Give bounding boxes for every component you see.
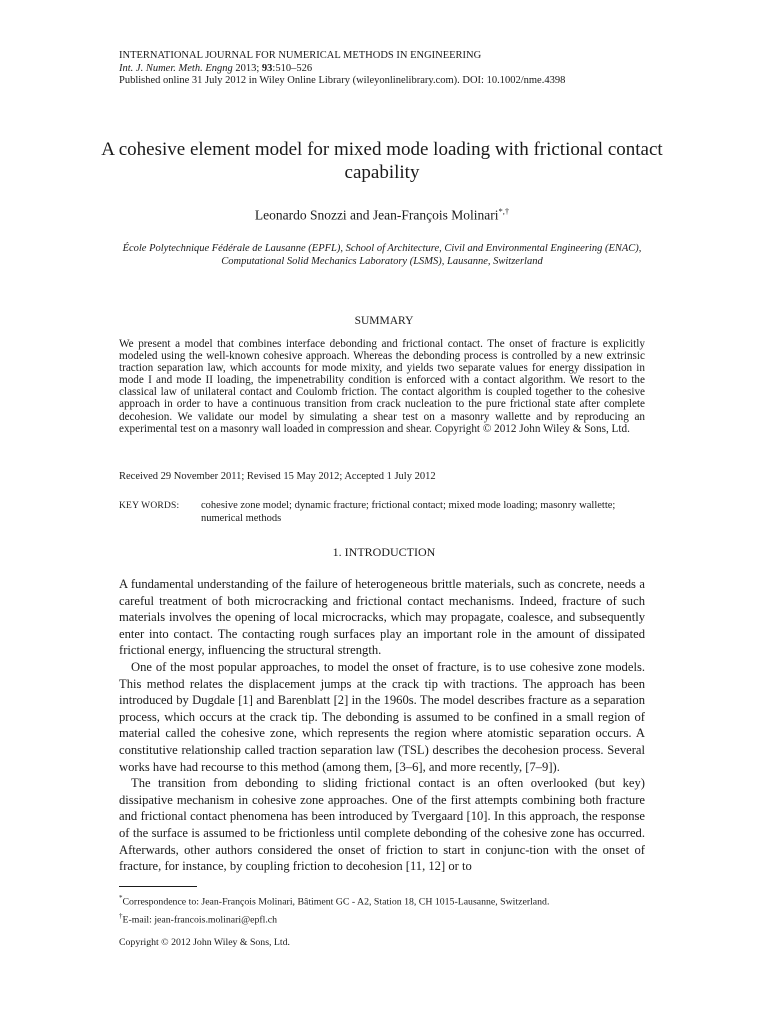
section-heading-introduction: 1. INTRODUCTION xyxy=(332,545,436,559)
footnote-text: E-mail: jean-francois.molinari@epfl.ch xyxy=(122,914,278,926)
footnote-text: Correspondence to: Jean-François Molinari, Bâtiment GC - A2, Station 18, CH 1015-Lausanne, Switzerland. xyxy=(122,896,550,908)
summary-heading: SUMMARY xyxy=(354,315,414,327)
copyright-notice: Copyright © 2012 John Wiley & Sons, Ltd. xyxy=(119,937,290,948)
footnote-mark: * xyxy=(119,894,123,902)
publication-line: Published online 31 July 2012 in Wiley Online Library (wileyonlinelibrary.com). DOI: 10.1002/nme.4398 xyxy=(119,75,566,86)
keywords-list: cohesive zone model; dynamic fracture; frictional contact; mixed mode loading; masonry wallette; numerical methods xyxy=(201,500,616,524)
citation-year: 2013; xyxy=(232,62,262,74)
footnotes xyxy=(119,891,549,928)
citation-pages: :510–526 xyxy=(272,62,313,74)
keywords-block xyxy=(119,499,645,525)
paragraph: One of the most popular approaches, to model the onset of fracture, is to use cohesive zone models. This method relates the displacement jumps at the crack tip with tractions. The approach has been introduced by Dugdale [1] and Barenblatt [2] in the 1960s. The model describes fracture as a separation process, which occurs at the crack tip. The debonding is assumed to be confined in a small region of material called the cohesive zone, which represents the region where atomistic separation occurs. A constitutive relationship called traction separation law (TSL) describes the decohesion process. Several works have had recourse to this method (among them, [3–6], and more recently, [7–9]). xyxy=(119,659,645,774)
received-dates: Received 29 November 2011; Revised 15 May 2012; Accepted 1 July 2012 xyxy=(119,471,436,482)
journal-abbreviation: Int. J. Numer. Meth. Engng xyxy=(119,62,233,74)
author-names: Leonardo Snozzi and Jean-François Molinari xyxy=(254,207,499,223)
citation-line xyxy=(119,63,565,76)
citation-volume: 93 xyxy=(261,62,273,74)
journal-header xyxy=(119,50,565,88)
paragraph: A fundamental understanding of the failure of heterogeneous brittle materials, such as concrete, needs a careful treatment of both microcracking and frictional contact mechanisms. Indeed, fracture of such materials involves the opening of local microcracks, which may propagate, coalesce, and subsequently enter into contact. The contacting rough surfaces play an important role in the amount of dissipated frictional energy, influencing the structural strength. xyxy=(119,577,645,658)
paragraph: The transition from debonding to sliding frictional contact is an often overlooked (but key) dissipative mechanism in cohesive zone approaches. One of the first attempts combining both fracture and frictional contact phenomena has been introduced by Tvergaard [10]. In this approach, the response of the surface is assumed to be frictionless until complete debonding of the cohesive zone has occurred. Afterwards, other authors considered the onset of friction to start in conjunc-tion with the onset of fracture, for instance, by coupling friction to decohesion [11, 12] or to xyxy=(119,776,645,874)
footnote-email xyxy=(119,909,549,927)
author-footnote-marks: *,† xyxy=(498,206,510,216)
affiliation: École Polytechnique Fédérale de Lausanne (EPFL), School of Architecture, Civil and Environmental Engineering (ENAC), Computational Solid Mechanics Laboratory (LSMS), Lausanne, Switzerland xyxy=(122,243,642,267)
footnote-divider xyxy=(119,886,197,887)
introduction-body xyxy=(119,576,645,875)
author-line xyxy=(100,206,664,224)
keywords-label: KEY WORDS: xyxy=(119,501,180,511)
footnote-mark: † xyxy=(119,912,123,921)
journal-name: INTERNATIONAL JOURNAL FOR NUMERICAL METHODS IN ENGINEERING xyxy=(119,50,482,61)
footnote-correspondence xyxy=(119,891,549,909)
summary-text: We present a model that combines interface debonding and frictional contact. The onset of fracture is explicitly modeled using the well-known cohesive approach. Whereas the debonding process is controlled by a new extrinsic traction separation law, which accounts for mode mixity, and yields two separate values for energy dissipation in mode I and mode II loading, the impenetrability condition is enforced with a contact algorithm. We resort to the classical law of unilateral contact and Coulomb friction. The contact algorithm is coupled together to the cohesive approach in order to have a continuous transition from crack nucleation to the pure frictional state after complete decohesion. We validate our model by simulating a shear test on a masonry wallette and by reproducing an experimental test on a masonry wall loaded in compression and shear. Copyright © 2012 John Wiley & Sons, Ltd. xyxy=(119,338,645,435)
paper-title: A cohesive element model for mixed mode loading with frictional contact capability xyxy=(101,139,663,183)
